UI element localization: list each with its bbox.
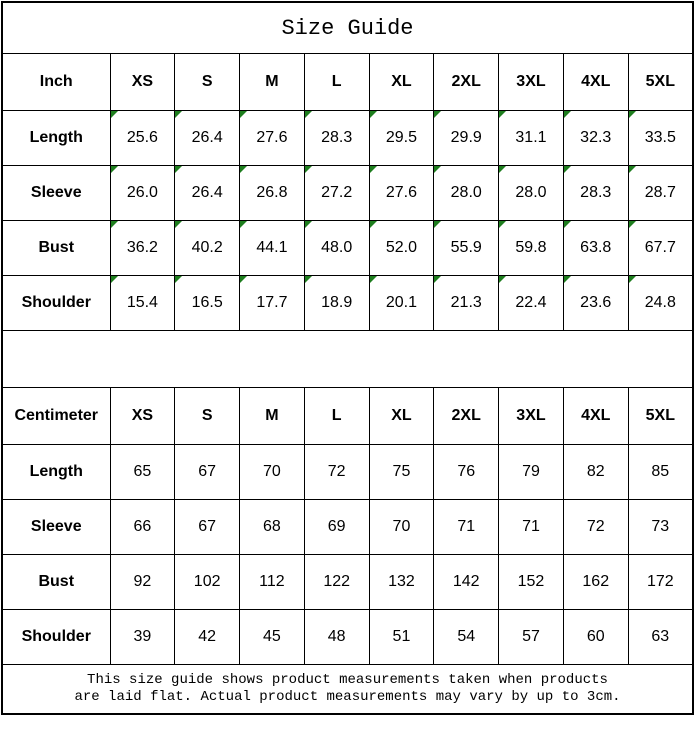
measurement-value: 48: [327, 628, 346, 645]
green-corner-triangle-icon: [240, 221, 247, 228]
title-section: [2, 2, 693, 54]
measurement-value: 26.8: [256, 184, 288, 201]
measurement-value: 39: [133, 628, 152, 645]
measurement-value: 152: [517, 573, 545, 590]
measurement-value-cell: [240, 445, 305, 500]
measurement-value: 18.9: [321, 294, 353, 311]
measurement-value-cell: [563, 276, 628, 331]
measurement-value-cell: [304, 166, 369, 221]
measurement-value-cell: [563, 111, 628, 166]
measurement-value: 32.3: [580, 129, 612, 146]
measurement-value: 22.4: [515, 294, 547, 311]
measurement-value-cell: [499, 445, 564, 500]
measurement-row: [2, 555, 693, 610]
title-row: [2, 2, 693, 54]
measurement-value-cell: [628, 445, 693, 500]
measurement-value-cell: [628, 111, 693, 166]
page-title: Size Guide: [2, 2, 693, 54]
measurement-value-cell: [628, 276, 693, 331]
green-corner-triangle-icon: [111, 276, 118, 283]
measurement-value-cell: [499, 111, 564, 166]
measurement-value-cell: [499, 276, 564, 331]
green-corner-triangle-icon: [175, 276, 182, 283]
green-corner-triangle-icon: [111, 111, 118, 118]
measurement-value: 44.1: [256, 239, 288, 256]
measurement-value-cell: [240, 221, 305, 276]
measurement-value: 122: [323, 573, 351, 590]
green-corner-triangle-icon: [629, 111, 636, 118]
measurement-row: [2, 221, 693, 276]
measurement-value-cell: [563, 445, 628, 500]
measurement-value: 59.8: [515, 239, 547, 256]
measurement-value: 102: [193, 573, 221, 590]
size-column-header: 2XL: [434, 54, 499, 111]
measurement-label: Length: [2, 111, 110, 166]
measurement-value-cell: [304, 555, 369, 610]
measurement-row: [2, 445, 693, 500]
measurement-value-cell: [434, 166, 499, 221]
measurement-value-cell: [434, 500, 499, 555]
green-corner-triangle-icon: [370, 221, 377, 228]
measurement-value-cell: [499, 555, 564, 610]
size-column-header: L: [304, 54, 369, 111]
measurement-value: 63.8: [580, 239, 612, 256]
measurement-value: 75: [392, 463, 411, 480]
measurement-value: 20.1: [385, 294, 418, 311]
measurement-value-cell: [304, 500, 369, 555]
measurement-label: Sleeve: [2, 166, 110, 221]
measurement-value-cell: [240, 276, 305, 331]
measurement-value: 68: [263, 518, 281, 535]
size-column-header: 3XL: [499, 54, 564, 111]
green-corner-triangle-icon: [434, 111, 441, 118]
measurement-value: 27.6: [385, 184, 418, 201]
measurement-row: [2, 166, 693, 221]
measurement-value: 26.4: [191, 129, 223, 146]
measurement-value: 26.4: [191, 184, 223, 201]
green-corner-triangle-icon: [175, 221, 182, 228]
footer-note-line-1: This size guide shows product measurements taken when products: [87, 672, 608, 688]
measurement-value: 172: [646, 573, 674, 590]
size-column-header: M: [240, 388, 305, 445]
measurement-label: Bust: [2, 555, 110, 610]
measurement-value-cell: [369, 610, 434, 665]
size-column-header: 2XL: [434, 388, 499, 445]
green-corner-triangle-icon: [240, 276, 247, 283]
measurement-value-cell: [434, 555, 499, 610]
measurement-value: 65: [133, 463, 152, 480]
measurement-value-cell: [563, 221, 628, 276]
measurement-value: 31.1: [515, 129, 547, 146]
green-corner-triangle-icon: [305, 276, 312, 283]
measurement-value: 28.0: [515, 184, 547, 201]
measurement-value: 45: [263, 628, 281, 645]
size-header-row: [2, 388, 693, 445]
measurement-value-cell: [628, 500, 693, 555]
measurement-value: 15.4: [126, 294, 158, 311]
measurement-value-cell: [628, 555, 693, 610]
size-column-header: S: [175, 388, 240, 445]
measurement-value: 66: [133, 518, 152, 535]
measurement-value: 67: [198, 463, 217, 480]
measurement-value-cell: [434, 221, 499, 276]
size-column-header: 4XL: [563, 54, 628, 111]
measurement-value-cell: [563, 610, 628, 665]
measurement-value: 73: [651, 518, 670, 535]
measurement-value-cell: [175, 610, 240, 665]
measurement-value: 42: [198, 628, 217, 645]
measurement-value: 16.5: [191, 294, 223, 311]
size-column-header: XL: [369, 388, 434, 445]
measurement-value-cell: [304, 610, 369, 665]
measurement-value-cell: [434, 111, 499, 166]
measurement-value-cell: [304, 276, 369, 331]
measurement-value-cell: [175, 276, 240, 331]
measurement-label: Bust: [2, 221, 110, 276]
measurement-value: 162: [582, 573, 610, 590]
measurement-value: 24.8: [644, 294, 676, 311]
measurement-value: 54: [457, 628, 476, 645]
measurement-value: 85: [651, 463, 670, 480]
size-column-header: L: [304, 388, 369, 445]
size-column-header: M: [240, 54, 305, 111]
green-corner-triangle-icon: [629, 221, 636, 228]
measurement-value-cell: [110, 555, 175, 610]
measurement-row: [2, 111, 693, 166]
measurement-value: 71: [522, 518, 540, 535]
footer-note-line-2: are laid flat. Actual product measurements may vary by up to 3cm.: [74, 689, 621, 705]
footer-section: [2, 665, 693, 715]
size-column-header: XS: [110, 54, 175, 111]
green-corner-triangle-icon: [370, 166, 377, 173]
green-corner-triangle-icon: [629, 276, 636, 283]
measurement-value: 63: [651, 628, 670, 645]
measurement-value-cell: [434, 610, 499, 665]
size-column-header: S: [175, 54, 240, 111]
green-corner-triangle-icon: [499, 276, 506, 283]
measurement-value-cell: [369, 500, 434, 555]
measurement-value: 29.5: [385, 129, 418, 146]
measurement-value-cell: [110, 610, 175, 665]
measurement-value-cell: [304, 111, 369, 166]
measurement-value-cell: [304, 221, 369, 276]
measurement-row: [2, 500, 693, 555]
measurement-value: 72: [327, 463, 346, 480]
measurement-value-cell: [563, 500, 628, 555]
measurement-value-cell: [175, 166, 240, 221]
measurement-row: [2, 610, 693, 665]
green-corner-triangle-icon: [240, 166, 247, 173]
measurement-value: 27.2: [321, 184, 353, 201]
measurement-value: 70: [392, 518, 411, 535]
measurement-value: 28.3: [321, 129, 353, 146]
measurement-value: 29.9: [450, 129, 482, 146]
measurement-value-cell: [175, 555, 240, 610]
spacer-row: [2, 331, 693, 388]
measurement-value-cell: [110, 445, 175, 500]
measurement-value-cell: [499, 221, 564, 276]
measurement-value: 142: [452, 573, 480, 590]
measurement-value: 21.3: [450, 294, 482, 311]
size-column-header: XS: [110, 388, 175, 445]
measurement-label: Shoulder: [2, 610, 110, 665]
size-column-header: 5XL: [628, 388, 693, 445]
green-corner-triangle-icon: [499, 221, 506, 228]
spacer-cell: [2, 331, 693, 388]
measurement-value: 28.3: [580, 184, 612, 201]
measurement-value-cell: [563, 555, 628, 610]
green-corner-triangle-icon: [499, 166, 506, 173]
measurement-value-cell: [304, 445, 369, 500]
measurement-label: Sleeve: [2, 500, 110, 555]
green-corner-triangle-icon: [564, 111, 571, 118]
measurement-value-cell: [369, 221, 434, 276]
measurement-value: 82: [586, 463, 605, 480]
green-corner-triangle-icon: [305, 166, 312, 173]
measurement-value: 23.6: [580, 294, 612, 311]
green-corner-triangle-icon: [111, 221, 118, 228]
measurement-value-cell: [175, 445, 240, 500]
measurement-value-cell: [110, 221, 175, 276]
green-corner-triangle-icon: [434, 166, 441, 173]
size-column-header: 5XL: [628, 54, 693, 111]
measurement-value: 51: [392, 628, 411, 645]
size-guide-table: [1, 1, 694, 715]
green-corner-triangle-icon: [370, 111, 377, 118]
measurement-value: 27.6: [256, 129, 288, 146]
measurement-value-cell: [110, 166, 175, 221]
measurement-value: 112: [259, 573, 285, 590]
measurement-value: 25.6: [126, 129, 158, 146]
size-header-row: [2, 54, 693, 111]
measurement-value: 52.0: [385, 239, 418, 256]
green-corner-triangle-icon: [434, 276, 441, 283]
size-column-header: 3XL: [499, 388, 564, 445]
measurement-value-cell: [628, 221, 693, 276]
measurement-value-cell: [240, 500, 305, 555]
measurement-value-cell: [434, 445, 499, 500]
footer-row: [2, 665, 693, 715]
size-column-header: 4XL: [563, 388, 628, 445]
measurement-value: 17.7: [256, 294, 288, 311]
measurement-value-cell: [110, 276, 175, 331]
measurement-value-cell: [369, 445, 434, 500]
measurement-label: Shoulder: [2, 276, 110, 331]
measurement-value-cell: [110, 111, 175, 166]
green-corner-triangle-icon: [564, 276, 571, 283]
green-corner-triangle-icon: [370, 276, 377, 283]
measurement-value-cell: [240, 610, 305, 665]
measurement-value-cell: [499, 500, 564, 555]
measurement-value: 26.0: [126, 184, 158, 201]
measurement-value: 72: [586, 518, 605, 535]
green-corner-triangle-icon: [175, 166, 182, 173]
footer-note: [2, 665, 693, 715]
green-corner-triangle-icon: [175, 111, 182, 118]
measurement-label: Length: [2, 445, 110, 500]
measurement-value: 48.0: [321, 239, 353, 256]
measurement-value: 67.7: [644, 239, 676, 256]
green-corner-triangle-icon: [564, 166, 571, 173]
green-corner-triangle-icon: [564, 221, 571, 228]
measurement-value-cell: [499, 166, 564, 221]
measurement-value-cell: [175, 111, 240, 166]
measurement-value: 28.0: [450, 184, 482, 201]
green-corner-triangle-icon: [434, 221, 441, 228]
measurement-value: 36.2: [126, 239, 158, 256]
size-column-header: XL: [369, 54, 434, 111]
measurement-value-cell: [175, 221, 240, 276]
measurement-value-cell: [240, 111, 305, 166]
measurement-value-cell: [434, 276, 499, 331]
unit-label: Centimeter: [2, 388, 110, 445]
measurement-value-cell: [369, 111, 434, 166]
green-corner-triangle-icon: [240, 111, 247, 118]
measurement-value-cell: [369, 555, 434, 610]
green-corner-triangle-icon: [305, 111, 312, 118]
centimeter-table-section: [2, 388, 693, 665]
measurement-value-cell: [628, 610, 693, 665]
measurement-value: 132: [388, 573, 415, 590]
measurement-value: 67: [198, 518, 217, 535]
green-corner-triangle-icon: [305, 221, 312, 228]
measurement-value: 55.9: [450, 239, 482, 256]
measurement-value: 79: [522, 463, 540, 480]
measurement-value: 69: [327, 518, 346, 535]
measurement-value: 71: [457, 518, 476, 535]
inch-table-section: [2, 54, 693, 331]
measurement-value-cell: [563, 166, 628, 221]
measurement-value-cell: [110, 500, 175, 555]
measurement-value: 70: [263, 463, 281, 480]
measurement-value-cell: [240, 555, 305, 610]
measurement-value: 57: [522, 628, 540, 645]
measurement-value-cell: [175, 500, 240, 555]
measurement-value: 92: [133, 573, 152, 590]
measurement-value: 28.7: [644, 184, 676, 201]
measurement-value-cell: [499, 610, 564, 665]
measurement-value-cell: [628, 166, 693, 221]
green-corner-triangle-icon: [111, 166, 118, 173]
measurement-value-cell: [240, 166, 305, 221]
measurement-row: [2, 276, 693, 331]
measurement-value: 76: [457, 463, 476, 480]
green-corner-triangle-icon: [499, 111, 506, 118]
measurement-value-cell: [369, 166, 434, 221]
measurement-value-cell: [369, 276, 434, 331]
green-corner-triangle-icon: [629, 166, 636, 173]
spacer-section: [2, 331, 693, 388]
measurement-value: 60: [586, 628, 605, 645]
measurement-value: 33.5: [644, 129, 676, 146]
unit-label: Inch: [2, 54, 110, 111]
measurement-value: 40.2: [191, 239, 223, 256]
